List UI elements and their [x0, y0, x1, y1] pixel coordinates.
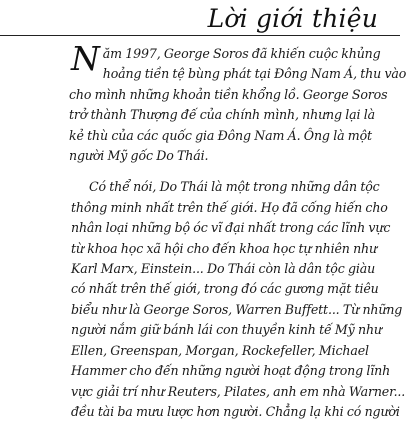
text-line: hoảng tiền tệ bùng phát tại Đông Nam Á, thu vào — [102, 66, 406, 82]
text-line: biểu như là George Soros, Warren Buffett... Từ những — [71, 301, 403, 317]
body-text — [69, 39, 406, 422]
text-line: Karl Marx, Einstein... Do Thái còn là dân tộc giàu — [71, 261, 376, 277]
text-line: nhân loại những bộ óc vĩ đại nhất trong các lĩnh vực — [71, 220, 391, 236]
text-line: từ khoa học xã hội cho đến khoa học tự nhiên như — [71, 240, 377, 256]
text-line: kẻ thù của các quốc gia Đông Nam Á. Ông là một — [69, 127, 372, 143]
drop-cap: N — [71, 39, 100, 78]
text-line: người nắm giữ bánh lái con thuyền kinh tế Mỹ như — [71, 322, 382, 338]
section-heading: Lời giới thiệu — [207, 4, 378, 33]
paragraph-1 — [69, 39, 406, 166]
text-line: trở thành Thượng đế của chính mình, nhưng lại là — [69, 107, 375, 123]
text-line: có nhất trên thế giới, trong đó các gương mặt tiêu — [71, 281, 379, 297]
text-line: đều tài ba mưu lược hơn người. Chẳng lạ khi có người — [71, 403, 400, 419]
text-line: vực giải trí như Reuters, Pilates, anh em nhà Warner... — [71, 383, 406, 399]
text-line: người Mỹ gốc Do Thái. — [69, 148, 209, 164]
paragraph-2 — [71, 177, 406, 422]
heading-rule — [0, 35, 400, 36]
text-line: Hammer cho đến những người hoạt động trong lĩnh — [71, 363, 391, 379]
text-line: thông minh nhất trên thế giới. Họ đã cống hiến cho — [71, 199, 388, 215]
text-line: ăm 1997, George Soros đã khiến cuộc khủng — [102, 46, 381, 61]
text-line: Ellen, Greenspan, Morgan, Rockefeller, Michael — [71, 342, 369, 358]
text-line: cho mình những khoản tiền khổng lồ. George Soros — [69, 86, 388, 102]
text-line: Có thể nói, Do Thái là một trong những dân tộc — [89, 179, 380, 195]
